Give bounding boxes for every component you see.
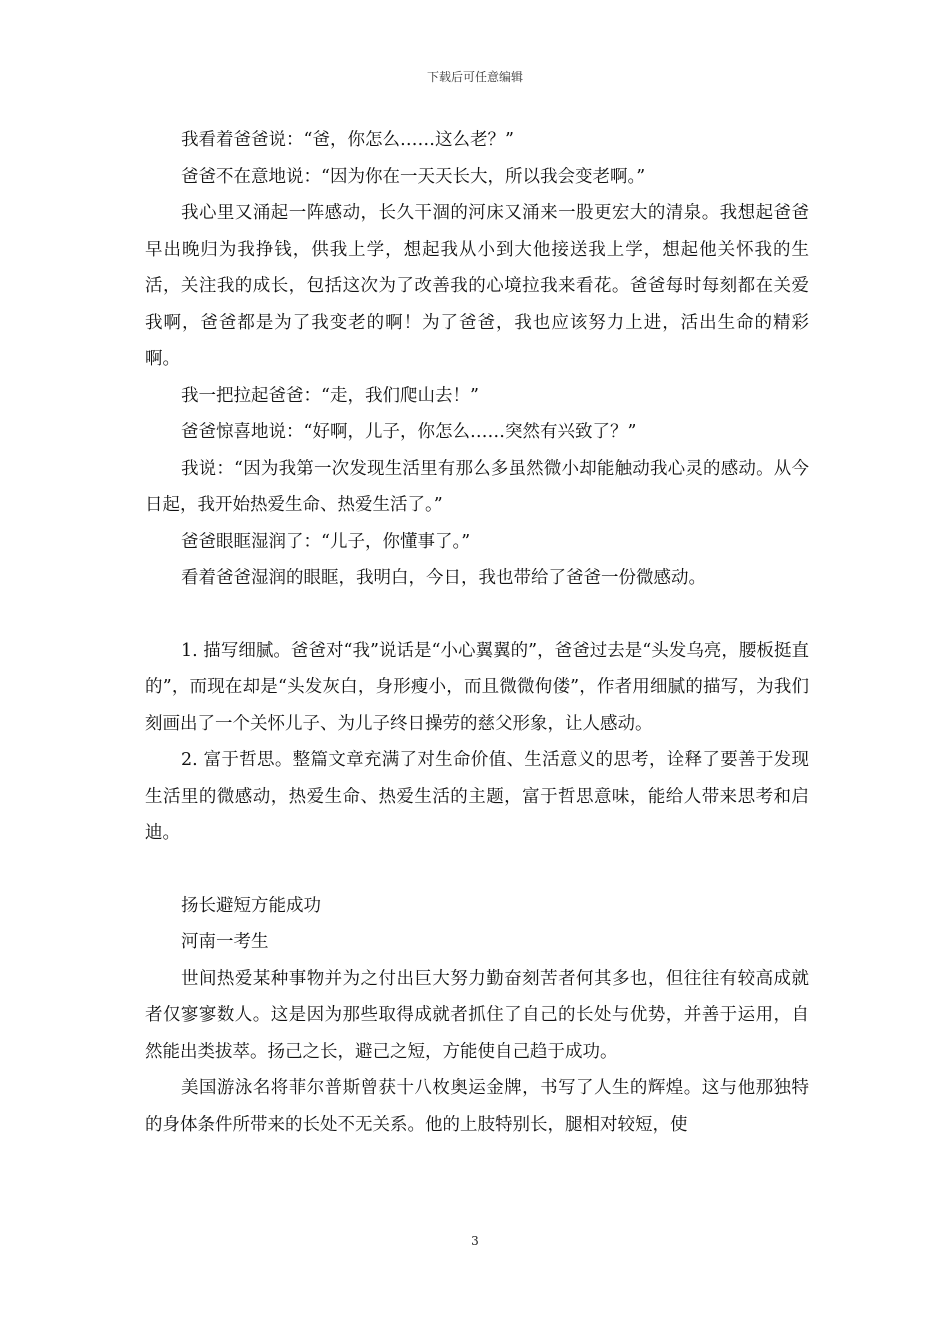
story-paragraph: 我一把拉起爸爸：“走，我们爬山去！”	[181, 385, 479, 406]
essay-author: 河南一考生	[181, 932, 269, 952]
document-body	[145, 122, 809, 1143]
section-gap	[145, 852, 809, 888]
story-paragraph: 爸爸不在意地说：“因为你在一天天长大，所以我会变老啊。”	[181, 166, 646, 187]
story-paragraph: 我说：“因为我第一次发现生活里有那么多虽然微小却能触动我心灵的感动。从今日起，我开始热爱生命、热爱生活了。”	[145, 458, 809, 515]
story-paragraph: 爸爸眼眶湿润了：“儿子，你懂事了。”	[181, 531, 471, 552]
comment-paragraph: 1. 描写细腻。爸爸对“我”说话是“小心翼翼的”，爸爸过去是“头发乌亮，腰板挺直的”，而现在却是“头发灰白，身形瘦小，而且微微佝偻”，作者用细腻的描写，为我们刻画出了一个关怀儿子、为儿子终日操劳的慈父形象，让人感动。	[145, 640, 809, 734]
comment-paragraph: 2. 富于哲思。整篇文章充满了对生命价值、生活意义的思考，诠释了要善于发现生活里的微感动，热爱生命、热爱生活的主题，富于哲思意味，能给人带来思考和启迪。	[145, 750, 809, 843]
story-paragraph: 我心里又涌起一阵感动，长久干涸的河床又涌来一股更宏大的清泉。我想起爸爸早出晚归为我挣钱，供我上学，想起我从小到大他接送我上学，想起他关怀我的生活，关注我的成长，包括这次为了改善我的心境拉我来看花。爸爸每时每刻都在关爱我啊，爸爸都是为了我变老的啊！为了爸爸，我也应该努力上进，活出生命的精彩啊。	[145, 203, 809, 369]
essay-paragraph: 美国游泳名将菲尔普斯曾获十八枚奥运金牌，书写了人生的辉煌。这与他那独特的身体条件所带来的长处不无关系。他的上肢特别长，腿相对较短，使	[145, 1078, 809, 1135]
essay-title: 扬长避短方能成功	[181, 895, 321, 916]
page-header: 下载后可任意编辑	[426, 70, 523, 84]
story-paragraph: 爸爸惊喜地说：“好啊，儿子，你怎么……突然有兴致了？”	[181, 422, 637, 442]
story-paragraph: 看着爸爸湿润的眼眶，我明白，今日，我也带给了爸爸一份微感动。	[181, 568, 706, 588]
essay-paragraph: 世间热爱某种事物并为之付出巨大努力勤奋刻苦者何其多也，但往往有较高成就者仅寥寥数人。这是因为那些取得成就者抓住了自己的长处与优势，并善于运用，自然能出类拔萃。扬己之长，避己之短，方能使自己趋于成功。	[145, 968, 809, 1062]
story-paragraph: 我看着爸爸说：“爸，你怎么……这么老？”	[181, 130, 514, 150]
section-gap	[145, 597, 809, 633]
page-number: 3	[471, 1234, 479, 1248]
